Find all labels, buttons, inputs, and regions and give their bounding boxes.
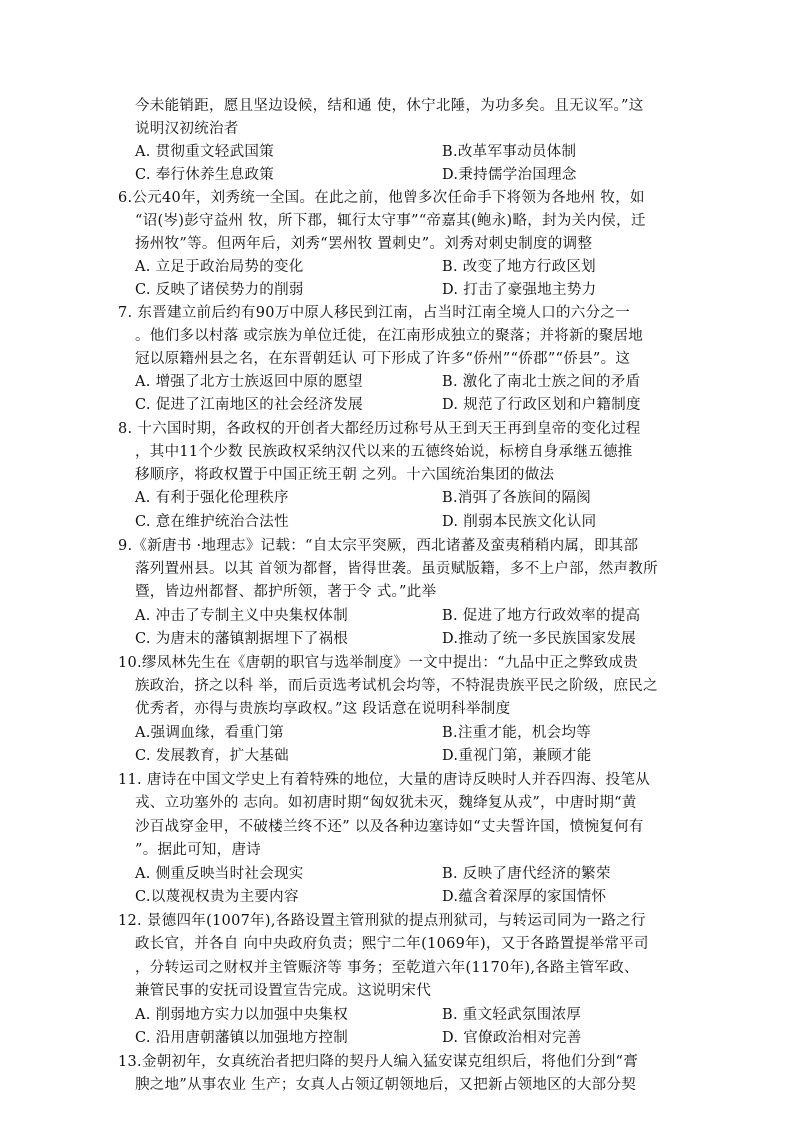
q11-option-c: C.以蔑视权贵为主要内容 [135, 889, 299, 905]
q7-option-b: B. 激化了南北士族之间的矛盾 [442, 374, 641, 390]
q5-option-d: D.秉持儒学治国理念 [442, 167, 577, 183]
q8-stem-line-1: 8. 十六国时期，各政权的开创者大都经历过称号从王到天王再到皇帝的变化过程 [118, 421, 641, 437]
q9-option-b: B. 促进了地方行政效率的提高 [442, 608, 641, 624]
q8-stem-line-3: 移顺序，将政权置于中国正统王朝 之列。十六国统治集团的做法 [135, 467, 555, 483]
q7-option-d: D. 规范了行政区划和户籍制度 [442, 397, 641, 413]
q12-stem-line-3: ，分转运司之财权并主管赈济等 事务；至乾道六年(1170年),各路主管军政、 [135, 960, 639, 976]
q7-stem-line-1: 7. 东晋建立前后约有90万中原人移民到江南，占当时江南全境人口的六分之一 [118, 305, 630, 321]
q9-stem-line-2: 落列置州县。以其 首领为都督，皆得世袭。虽贡赋版籍，多不上户部，然声教所 [135, 561, 658, 577]
q6-option-d: D. 打击了豪强地主势力 [442, 282, 597, 298]
q11-stem-line-4: ”。据此可知，唐诗 [135, 842, 262, 858]
q8-option-c: C. 意在维护统治合法性 [135, 514, 289, 530]
q10-stem-line-2: 族政治，挤之以科 举，而后贡选考试机会均等，不特混贵族平民之阶级，庶民之 [135, 678, 658, 694]
q12-option-d: D. 官僚政治相对完善 [442, 1030, 582, 1046]
q12-option-a: A. 削弱地方实力以加强中央集权 [135, 1007, 348, 1023]
q13-stem-line-1: 13.金朝初年，女真统治者把归降的契丹人编入猛安谋克组织后，将他们分到“膏 [118, 1054, 639, 1070]
q7-stem-line-2: 。他们多以村落 或宗族为单位迁徙，在江南形成独立的聚落；并将新的聚居地 [135, 328, 644, 344]
q12-stem-line-4: 兼管民事的安抚司设置宣告完成。这说明宋代 [135, 983, 431, 999]
q12-stem-line-2: 政长官，并各自 向中央政府负责；熙宁二年(1069年)，又于各路置提举常平司 [135, 936, 649, 952]
q9-stem-line-3: 暨，皆边州都督、都护所领，著于令 式。”此举 [135, 584, 437, 600]
q12-option-c: C. 沿用唐朝藩镇以加强地方控制 [135, 1030, 349, 1046]
q5-stem-line-2: 说明汉初统治者 [135, 121, 239, 137]
q8-option-d: D. 削弱本民族文化认同 [442, 514, 597, 530]
q9-stem-line-1: 9.《新唐书 ·地理志》记载：“自太宗平突厥，西北诸蕃及蛮夷稍稍内属，即其部 [118, 538, 639, 554]
q10-option-c: C. 发展教育，扩大基础 [135, 748, 289, 764]
q10-option-a: A.强调血缘，看重门第 [135, 725, 284, 741]
q10-stem-line-1: 10.缪凤林先生在《唐朝的职官与选举制度》一文中提出：“九品中正之弊致成贵 [118, 655, 639, 671]
q8-option-b: B.消弭了各族间的隔阂 [442, 490, 592, 506]
q6-stem-line-1: 6.公元40年，刘秀统一全国。在此之前，他曾多次任命手下将领为各地州 牧，如 [118, 190, 645, 206]
q9-option-d: D.推动了统一多民族国家发展 [442, 631, 636, 647]
q11-stem-line-2: 戎、立功塞外的 志向。如初唐时期“匈奴犹未灭，魏绛复从戎”，中唐时期“黄 [135, 795, 637, 811]
q8-option-a: A. 有利于强化伦理秩序 [135, 490, 289, 506]
q9-option-c: C. 为唐末的藩镇割据埋下了祸根 [135, 631, 349, 647]
q5-option-a: A. 贯彻重文轻武国策 [135, 144, 274, 160]
q9-option-a: A. 冲击了专制主义中央集权体制 [135, 608, 348, 624]
q7-option-c: C. 促进了江南地区的社会经济发展 [135, 397, 363, 413]
q11-option-b: B. 反映了唐代经济的繁荣 [442, 866, 611, 882]
q10-option-b: B.注重才能，机会均等 [442, 725, 592, 741]
q5-option-b: B.改革军事动员体制 [442, 144, 577, 160]
q13-stem-line-2: 腴之地”从事农业 生产；女真人占领辽朝领地后，又把新占领地区的大部分契 [135, 1077, 637, 1093]
q7-option-a: A. 增强了北方士族返回中原的愿望 [135, 374, 363, 390]
q12-stem-line-1: 12. 景德四年(1007年),各路设置主管刑狱的提点刑狱司，与转运司同为一路之行 [118, 913, 646, 929]
q6-option-a: A. 立足于政治局势的变化 [135, 259, 304, 275]
q6-stem-line-2: “诏(岑)彭守益州 牧，所下郡，辄行太守事”“帝嘉其(鲍永)略，封为关内侯，迁 [135, 213, 646, 229]
q6-stem-line-3: 扬州牧”等。但两年后，刘秀“罢州牧 置刺史”。刘秀对刺史制度的调整 [135, 236, 593, 252]
q11-stem-line-1: 11. 唐诗在中国文学史上有着特殊的地位，大量的唐诗反映时人并吞四海、投笔从 [118, 772, 651, 788]
q10-option-d: D.重视门第，兼顾才能 [442, 748, 592, 764]
q7-stem-line-3: 冠以原籍州县之名，在东晋朝廷认 可下形成了许多“侨州”“侨郡”“侨县”。这 [135, 351, 631, 367]
q11-option-d: D.蕴含着深厚的家国情怀 [442, 889, 607, 905]
q11-stem-line-3: 沙百战穿金甲，不破楼兰终不还” 以及各种边塞诗如“丈夫誓许国，愤惋复何有 [135, 819, 644, 835]
q12-option-b: B. 重文轻武氛围浓厚 [442, 1007, 582, 1023]
q10-stem-line-3: 优秀者，亦得与贵族均享政权。”这 段话意在说明科举制度 [135, 701, 511, 717]
q11-option-a: A. 侧重反映当时社会现实 [135, 866, 304, 882]
q8-stem-line-2: ，其中11个少数 民族政权采纳汉代以来的五德终始说，标榜自身承继五德推 [135, 444, 633, 460]
q6-option-c: C. 反映了诸侯势力的削弱 [135, 282, 304, 298]
q5-stem-line-1: 今未能销距，愿且坚边设候，结和通 使，休宁北陲，为功多矣。且无议军。”这 [135, 98, 644, 114]
q6-option-b: B. 改变了地方行政区划 [442, 259, 596, 275]
q5-option-c: C. 奉行休养生息政策 [135, 167, 275, 183]
